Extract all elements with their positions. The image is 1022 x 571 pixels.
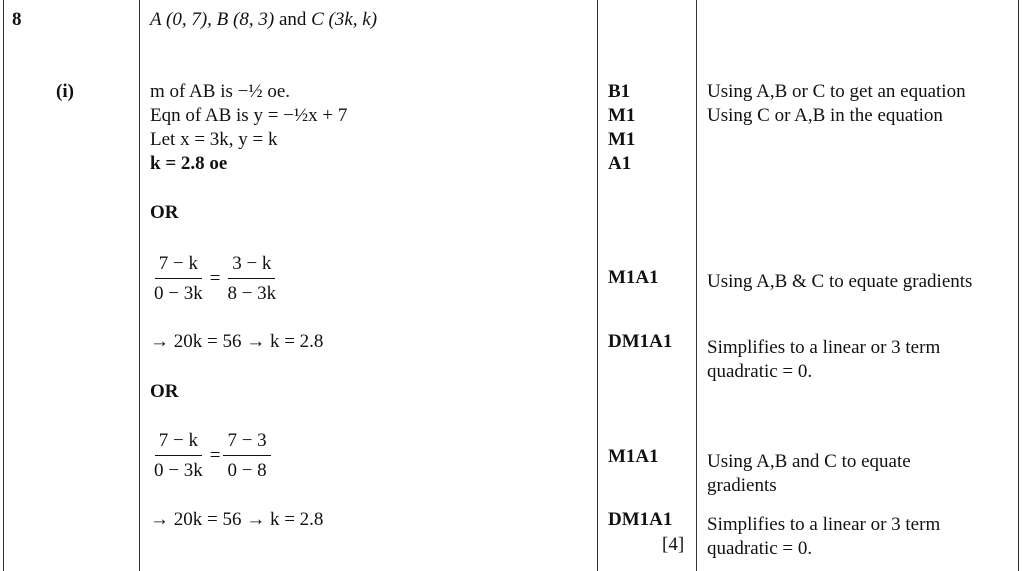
point-c: C (3k, k) — [311, 9, 378, 30]
gradient-equation-2 — [150, 430, 271, 482]
fraction-bc — [223, 253, 280, 305]
point-b: B (8, 3) — [216, 9, 275, 30]
fraction-numerator: 7 − k — [155, 430, 202, 456]
table-divider-marks — [597, 0, 598, 571]
gradient-ab-line: m of AB is −½ oe. — [150, 81, 291, 102]
statement-and: and — [278, 9, 307, 30]
fraction-denominator: 0 − 8 — [227, 460, 267, 481]
table-divider-question — [139, 0, 140, 571]
equation-ab-line: Eqn of AB is y = −½x + 7 — [150, 105, 348, 126]
result-line-2: → 20k = 56 → k = 2.8 — [150, 509, 324, 530]
substitution-line: Let x = 3k, y = k — [150, 129, 278, 150]
equals-sign: = — [209, 445, 221, 466]
question-number: 8 — [12, 9, 22, 30]
mark-b1: B1 — [608, 81, 631, 102]
guidance-note: Using A,B and C to equate — [707, 451, 911, 472]
or-label-2: OR — [150, 381, 179, 402]
mark-m1a1: M1A1 — [608, 446, 659, 467]
fraction-denominator: 0 − 3k — [154, 460, 203, 481]
mark-m1: M1 — [608, 129, 636, 150]
fraction-ac — [150, 430, 207, 482]
fraction-denominator: 0 − 3k — [154, 283, 203, 304]
fraction-numerator: 7 − 3 — [223, 430, 270, 456]
question-statement — [150, 8, 377, 32]
total-marks: [4] — [662, 534, 685, 555]
table-border-right — [1018, 0, 1019, 571]
mark-m1: M1 — [608, 105, 636, 126]
gradient-equation-1 — [150, 253, 280, 305]
guidance-note: Simplifies to a linear or 3 term — [707, 514, 941, 535]
guidance-note: Simplifies to a linear or 3 term — [707, 337, 941, 358]
fraction-numerator: 7 − k — [155, 253, 202, 279]
point-a: A (0, 7), — [150, 9, 212, 30]
answer-line: k = 2.8 oe — [150, 153, 228, 174]
fraction-numerator: 3 − k — [228, 253, 275, 279]
table-border-left — [3, 0, 4, 571]
guidance-note: Using C or A,B in the equation — [707, 105, 943, 126]
guidance-note: Using A,B or C to get an equation — [707, 81, 966, 102]
mark-dm1a1: DM1A1 — [608, 331, 673, 352]
fraction-ac — [150, 253, 207, 305]
equals-sign: = — [209, 268, 221, 289]
fraction-ab — [223, 430, 270, 482]
guidance-note: Using A,B & C to equate gradients — [707, 271, 973, 292]
guidance-note: gradients — [707, 475, 777, 496]
guidance-note: quadratic = 0. — [707, 361, 813, 382]
part-label: (i) — [56, 81, 74, 102]
or-label-1: OR — [150, 202, 179, 223]
mark-dm1a1: DM1A1 — [608, 509, 673, 530]
fraction-denominator: 8 − 3k — [227, 283, 277, 304]
mark-a1: A1 — [608, 153, 632, 174]
mark-m1a1: M1A1 — [608, 267, 659, 288]
guidance-note: quadratic = 0. — [707, 538, 813, 559]
result-line-1: → 20k = 56 → k = 2.8 — [150, 331, 324, 352]
table-divider-guidance — [696, 0, 697, 571]
